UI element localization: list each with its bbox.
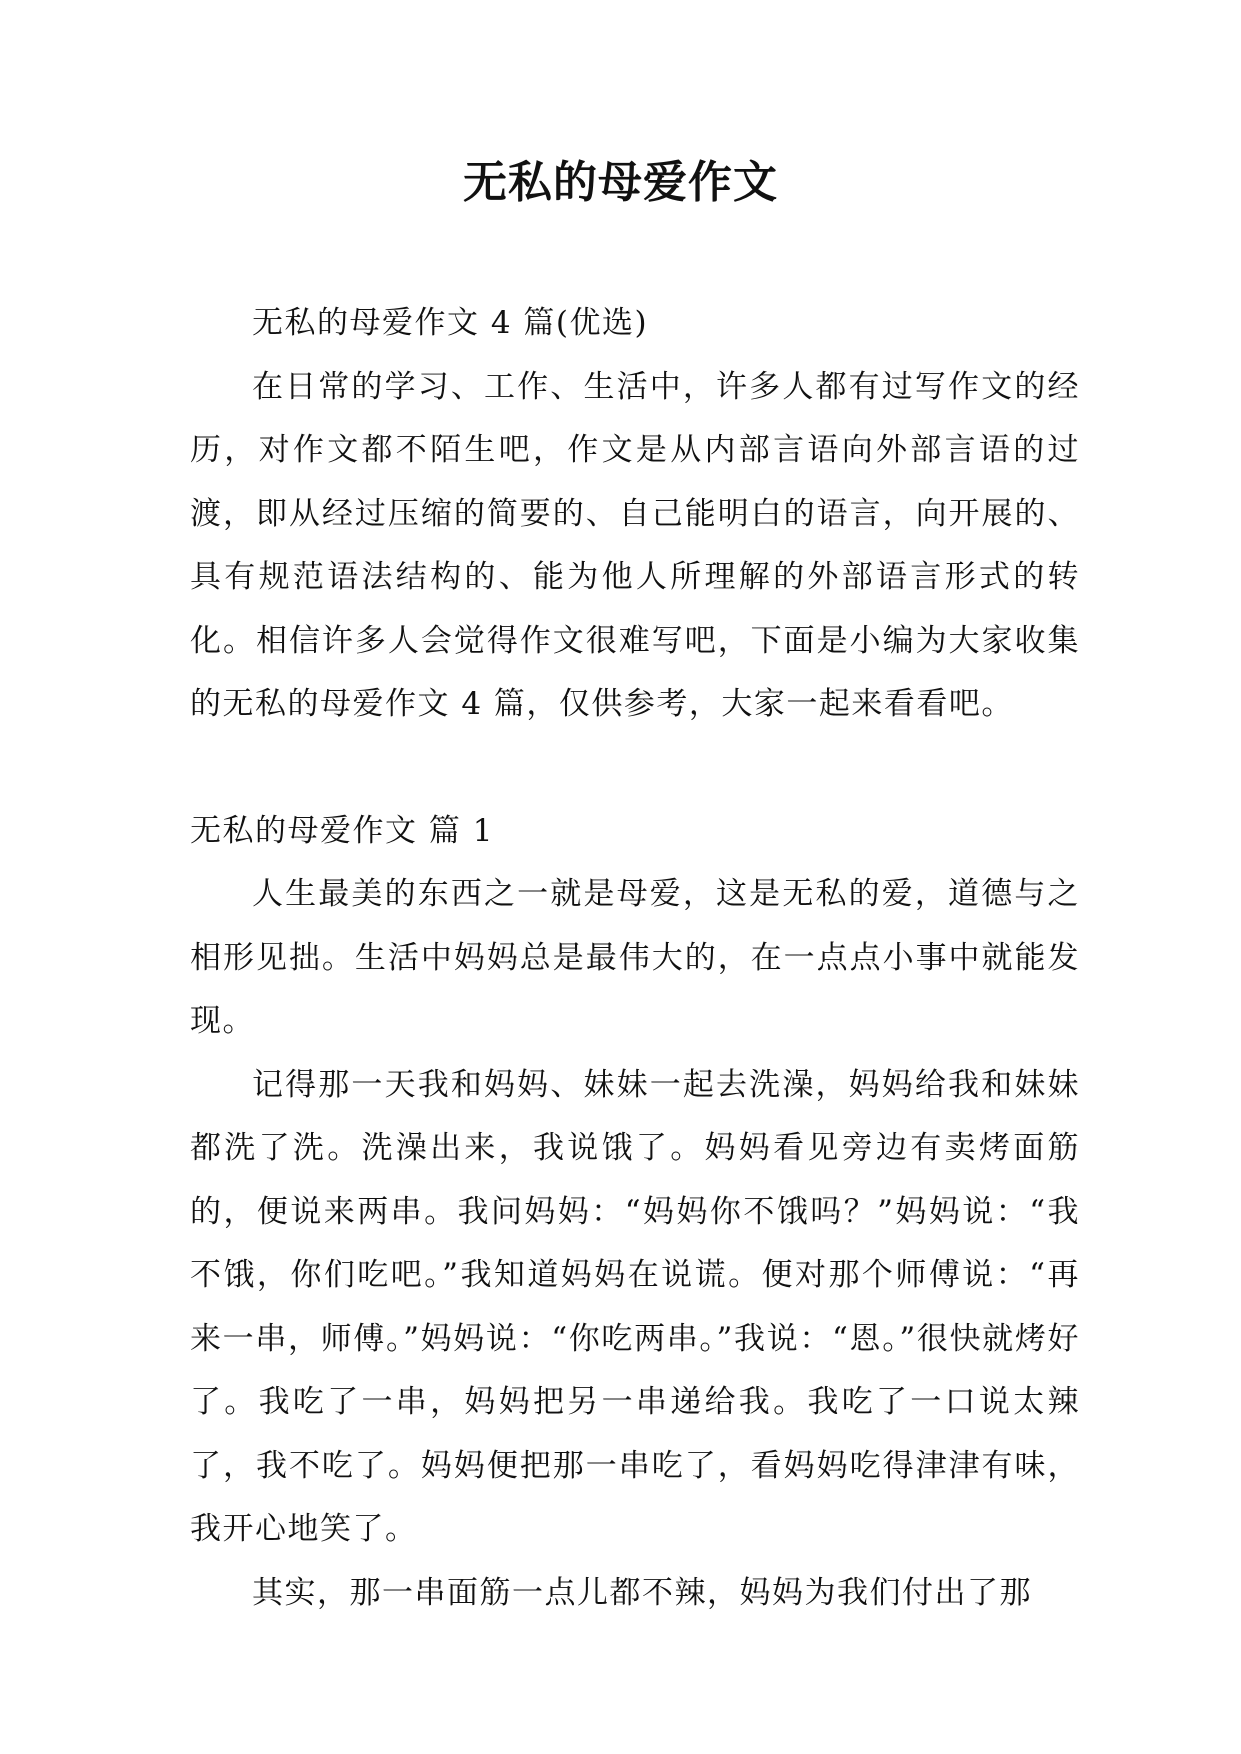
- section-gap: [190, 737, 1080, 800]
- document-title: 无私的母爱作文: [463, 157, 778, 208]
- intro-heading: 无私的母爱作文 4 篇(优选): [252, 305, 649, 341]
- body-paragraph-3: 其实，那一串面筋一点儿都不辣，妈妈为我们付出了那: [252, 1574, 1032, 1611]
- document-body: [190, 292, 1080, 1625]
- body-paragraph-2: 记得那一天我和妈妈、妹妹一起去洗澡，妈妈给我和妹妹都洗了洗。洗澡出来，我说饿了。妈妈看见旁边有卖烤面筋的，便说来两串。我问妈妈：“妈妈你不饿吗？”妈妈说：“我不饿，你们吃吧。”我知道妈妈在说谎。便对那个师傅说：“再来一串，师傅。”妈妈说：“你吃两串。”我说：“恩。”很快就烤好了。我吃了一串，妈妈把另一串递给我。我吃了一口说太辣了，我不吃了。妈妈便把那一串吃了，看妈妈吃得津津有味，我开心地笑了。: [190, 1066, 1080, 1547]
- body-paragraph-1: 人生最美的东西之一就是母爱，这是无私的爱，道德与之相形见拙。生活中妈妈总是最伟大的，在一点点小事中就能发现。: [190, 876, 1080, 1039]
- section-heading: 无私的母爱作文 篇 1: [190, 812, 494, 849]
- intro-paragraph: 在日常的学习、工作、生活中，许多人都有过写作文的经历，对作文都不陌生吧，作文是从内部言语向外部言语的过渡，即从经过压缩的简要的、自己能明白的语言，向开展的、具有规范语法结构的、能为他人所理解的外部语言形式的转化。相信许多人会觉得作文很难写吧，下面是小编为大家收集的无私的母爱作文 4 篇，仅供参考，大家一起来看看吧。: [190, 368, 1080, 722]
